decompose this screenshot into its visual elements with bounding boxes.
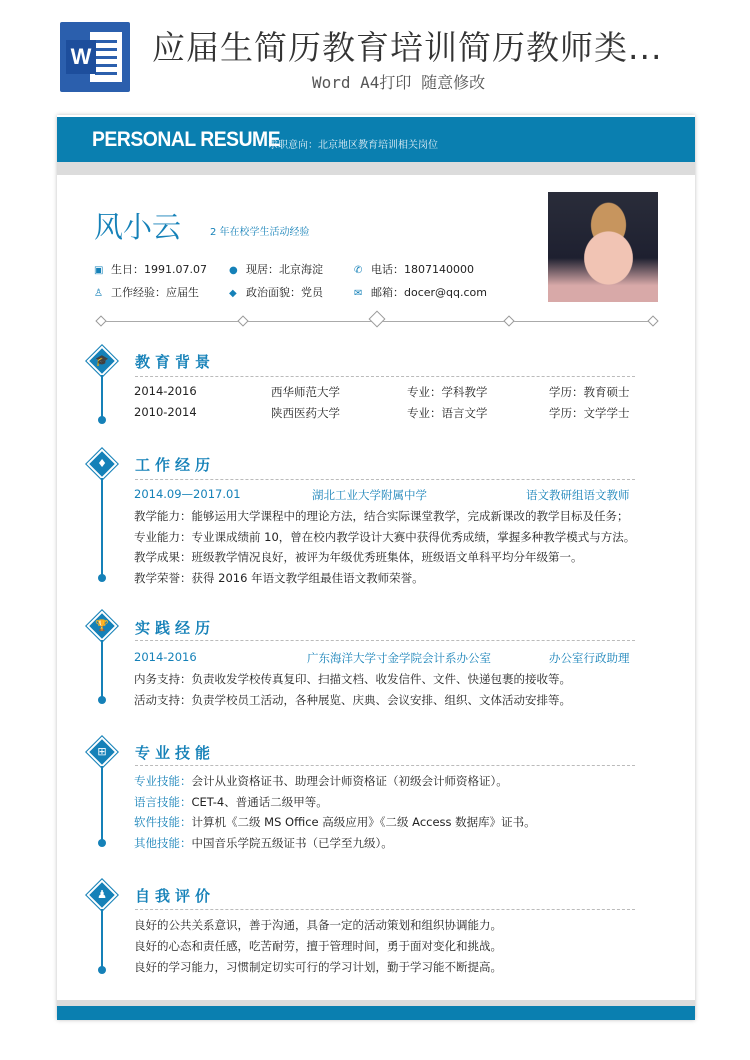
windows-icon: ⊞ [86, 736, 117, 767]
candidate-name: 风小云 [94, 210, 182, 244]
section-title-self: 自我评价 [135, 887, 216, 905]
calendar-icon: ▣ [94, 265, 104, 276]
divider-diamond [647, 315, 658, 326]
timeline-line [101, 478, 103, 578]
skill-item: 软件技能：计算机《二级 MS Office 高级应用》《二级 Access 数据库》证书。 [134, 815, 536, 829]
self-line: 良好的心态和责任感，吃苦耐劳，擅于管理时间，勇于面对变化和挑战。 [134, 939, 502, 953]
section-title-work: 工作经历 [135, 456, 216, 474]
timeline-dot [98, 839, 106, 847]
divider-diamond [237, 315, 248, 326]
info-political: ◆ 政治面貌：党员 [229, 286, 323, 299]
timeline-dot [98, 966, 106, 974]
timeline-line [101, 375, 103, 420]
phone-icon: ✆ [354, 265, 363, 276]
self-line: 良好的学习能力，习惯制定切实可行的学习计划，勤于学习能不断提高。 [134, 960, 502, 974]
divider-diamond [503, 315, 514, 326]
skill-item: 语言技能：CET-4、普通话二级甲等。 [134, 795, 328, 809]
header-band [57, 162, 695, 175]
divider-diamond [95, 315, 106, 326]
user-icon: ♙ [94, 288, 103, 299]
mail-icon: ✉ [354, 288, 363, 299]
timeline-dot [98, 696, 106, 704]
word-icon: W [60, 22, 130, 92]
trophy-icon: 🏆 [86, 610, 117, 641]
info-residence: ● 现居：北京海淀 [229, 263, 323, 276]
person-icon: ♟ [86, 879, 117, 910]
work-line: 教学能力：能够运用大学课程中的理论方法，结合实际课堂教学，完成新课改的教学目标及任务； [134, 509, 629, 523]
resume-page: PERSONAL RESUME 求职意向：北京地区教育培训相关岗位 风小云 2 年在校学生活动经验 ▣ 生日：1991.07.07 ● 现居：北京海淀 ✆ 电话：1807140000 ♙ 工作经验：应届生 ◆ 政治面貌：党员 ✉ 邮箱：docer@qq.com 🎓 教育背景 2014-2016 西华师范大学 专业：学科教学 学历：教育硕士 2010-2014 陕西医药大学 专业：语言文学 学历：文学学士 ♦ 工作经历 2014.09—2017.01 湖北工业大学附属中学 语文教研组语文教师 教学能力：能够运用大学课程中的理论方法，结合实际课堂教学，完成新课改的教学目标及任务； 专业能力：专业课成绩前 10，曾在校内教学设计大赛中获得优秀成绩，掌握多种教学模式与方法。 教学成果：班级教学情况良好，被评为年级优秀班集体，班级语文单科平均分年级第一。 教学荣誉：获得 2016 年语文教学组最佳语文教师荣誉。 🏆 实践经历 2014-2016 广东海洋大学寸金学院会计系办公室 办公室行政助理 内务支持：负责收发学校传真复印、扫描文档、收发信件、文件、快递包裹的接收等。 活动支持：负责学校员工活动，各种展览、庆典、会议安排、组织、文体活动安排等。 ⊞ 专业技能 专业技能：会计从业资格证书、助理会计师资格证（初级会计师资格证）。 语言技能：CET-4、普通话二级甲等。 软件技能：计算机《二级 MS Office 高级应用》《二级 Access 数据库》证书。 其他技能：中国音乐学院五级证书（已学至九级）。 ♟ 自我评价 良好的公共关系意识，善于沟通，具备一定的活动策划和组织协调能力。 良好的心态和责任感，吃苦耐劳，擅于管理时间，勇于面对变化和挑战。 良好的学习能力，习惯制定切实可行的学习计划，勤于学习能不断提高。 [57, 115, 695, 1020]
timeline-line [101, 909, 103, 969]
job-intent: 求职意向：北京地区教育培训相关岗位 [268, 140, 438, 151]
profile-photo [548, 192, 658, 302]
timeline-dot [98, 574, 106, 582]
skill-item: 其他技能：中国音乐学院五级证书（已学至九级）。 [134, 836, 393, 850]
graduation-cap-icon: 🎓 [86, 345, 117, 376]
section-divider [135, 376, 635, 377]
section-divider [135, 765, 635, 766]
footer-bar [57, 1006, 695, 1020]
tie-icon: ♦ [86, 448, 117, 479]
header-bar [57, 117, 695, 162]
section-title-skills: 专业技能 [135, 744, 216, 762]
brand-title: PERSONAL RESUME [92, 128, 281, 151]
section-divider [135, 640, 635, 641]
document-subtitle: Word A4打印 随意修改 [312, 73, 486, 92]
skill-item: 专业技能：会计从业资格证书、助理会计师资格证（初级会计师资格证）。 [134, 774, 508, 788]
divider-diamond [369, 311, 386, 328]
timeline-line [101, 766, 103, 844]
info-birthday: ▣ 生日：1991.07.07 [94, 263, 207, 276]
graduation-cap-icon: ◆ [229, 288, 237, 299]
work-line: 教学荣誉：获得 2016 年语文教学组最佳语文教师荣誉。 [134, 571, 424, 585]
info-work-exp: ♙ 工作经验：应届生 [94, 286, 199, 299]
timeline-line [101, 640, 103, 700]
section-divider [135, 479, 635, 480]
document-title: 应届生简历教育培训简历教师类... [152, 28, 663, 67]
self-line: 良好的公共关系意识，善于沟通，具备一定的活动策划和组织协调能力。 [134, 918, 502, 932]
practice-line: 活动支持：负责学校员工活动，各种展览、庆典、会议安排、组织、文体活动安排等。 [134, 693, 571, 707]
section-divider [135, 909, 635, 910]
section-title-practice: 实践经历 [135, 619, 216, 637]
work-line: 专业能力：专业课成绩前 10，曾在校内教学设计大赛中获得优秀成绩，掌握多种教学模式与方法。 [134, 530, 636, 544]
section-title-education: 教育背景 [135, 353, 216, 371]
timeline-dot [98, 416, 106, 424]
experience-tag: 2 年在校学生活动经验 [210, 227, 310, 238]
info-phone: ✆ 电话：1807140000 [354, 263, 474, 276]
work-line: 教学成果：班级教学情况良好，被评为年级优秀班集体，班级语文单科平均分年级第一。 [134, 550, 583, 564]
practice-line: 内务支持：负责收发学校传真复印、扫描文档、收发信件、文件、快递包裹的接收等。 [134, 672, 571, 686]
location-icon: ● [229, 265, 238, 276]
info-email: ✉ 邮箱：docer@qq.com [354, 286, 488, 299]
